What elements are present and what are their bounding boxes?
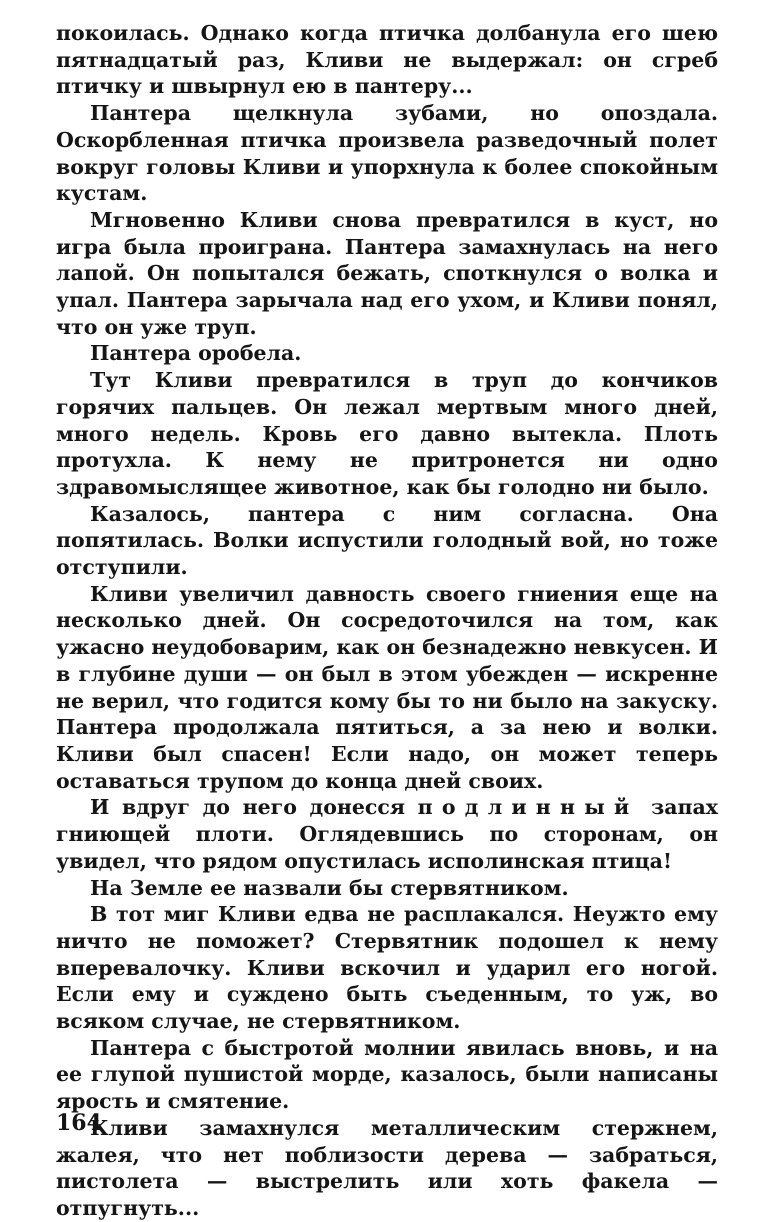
paragraph: Казалось, пантера с ним согласна. Она попятилась. Волки испустили голодный вой, но тоже отступили. — [56, 501, 718, 580]
paragraph: покоилась. Однако когда птичка долбанула его шею пятнадцатый раз, Кливи не выдержал: он сгреб птичку и швырнул ею в пантеру... — [56, 21, 718, 99]
paragraph: Тут Кливи превратился в труп до кончиков горячих пальцев. Он лежал мертвым много дней, много недель. Кровь его давно вытекла. Плоть протухла. К нему не притронется ни одно здравомыслящее животное, как бы голодно ни было. — [56, 368, 718, 499]
paragraph: Кливи замахнулся металлическим стержнем, жалея, что нет поблизости дерева — забраться, пистолета — выстрелить или хоть факела — отпугнуть... — [56, 1115, 718, 1220]
paragraph — [56, 794, 718, 874]
paragraph-text: И вдруг до него донесся — [90, 795, 418, 820]
paragraph: Пантера с быстротой молнии явилась вновь, и на ее глупой пушистой морде, казалось, были написаны ярость и смятение. — [56, 1035, 718, 1114]
page-body — [56, 20, 718, 1222]
page-number: 164 — [56, 1110, 102, 1136]
paragraph: Пантера оробела. — [90, 341, 302, 366]
paragraph: Пантера щелкнула зубами, но опоздала. Оскорбленная птичка произвела разведочный полет вокруг головы Кливи и упорхнула к более спокойным кустам. — [56, 101, 718, 206]
paragraph-text: запах гниющей плоти. Оглядевшись по сторонам, он увидел, что рядом опустилась исполинская птица! — [56, 795, 718, 873]
spaced-emphasis: подлинный — [417, 795, 639, 820]
paragraph: В тот миг Кливи едва не расплакался. Неужто ему ничто не поможет? Стервятник подошел к нему вперевалочку. Кливи вскочил и ударил его ногой. Если ему и суждено быть съеденным, то уж, во всяком случае, не стервятником. — [56, 902, 718, 1034]
paragraph: На Земле ее назвали бы стервятником. — [90, 875, 569, 900]
paragraph: Мгновенно Кливи снова превратился в куст, но игра была проиграна. Пантера замахнулась на него лапой. Он попытался бежать, споткнулся о волка и упал. Пантера зарычала над его ухом, и Кливи понял, что он уже труп. — [56, 207, 718, 339]
paragraph: Кливи увеличил давность своего гниения еще на несколько дней. Он сосредоточился на том, как ужасно неудобоварим, как он безнадежно невкусен. И в глубине души — он был в этом убежден — искренне не верил, что годится кому бы то ни было на закуску. Пантера продолжала пятиться, а за нею и волки. Кливи был спасен! Если надо, он может теперь оставаться трупом до конца дней своих. — [56, 581, 718, 793]
